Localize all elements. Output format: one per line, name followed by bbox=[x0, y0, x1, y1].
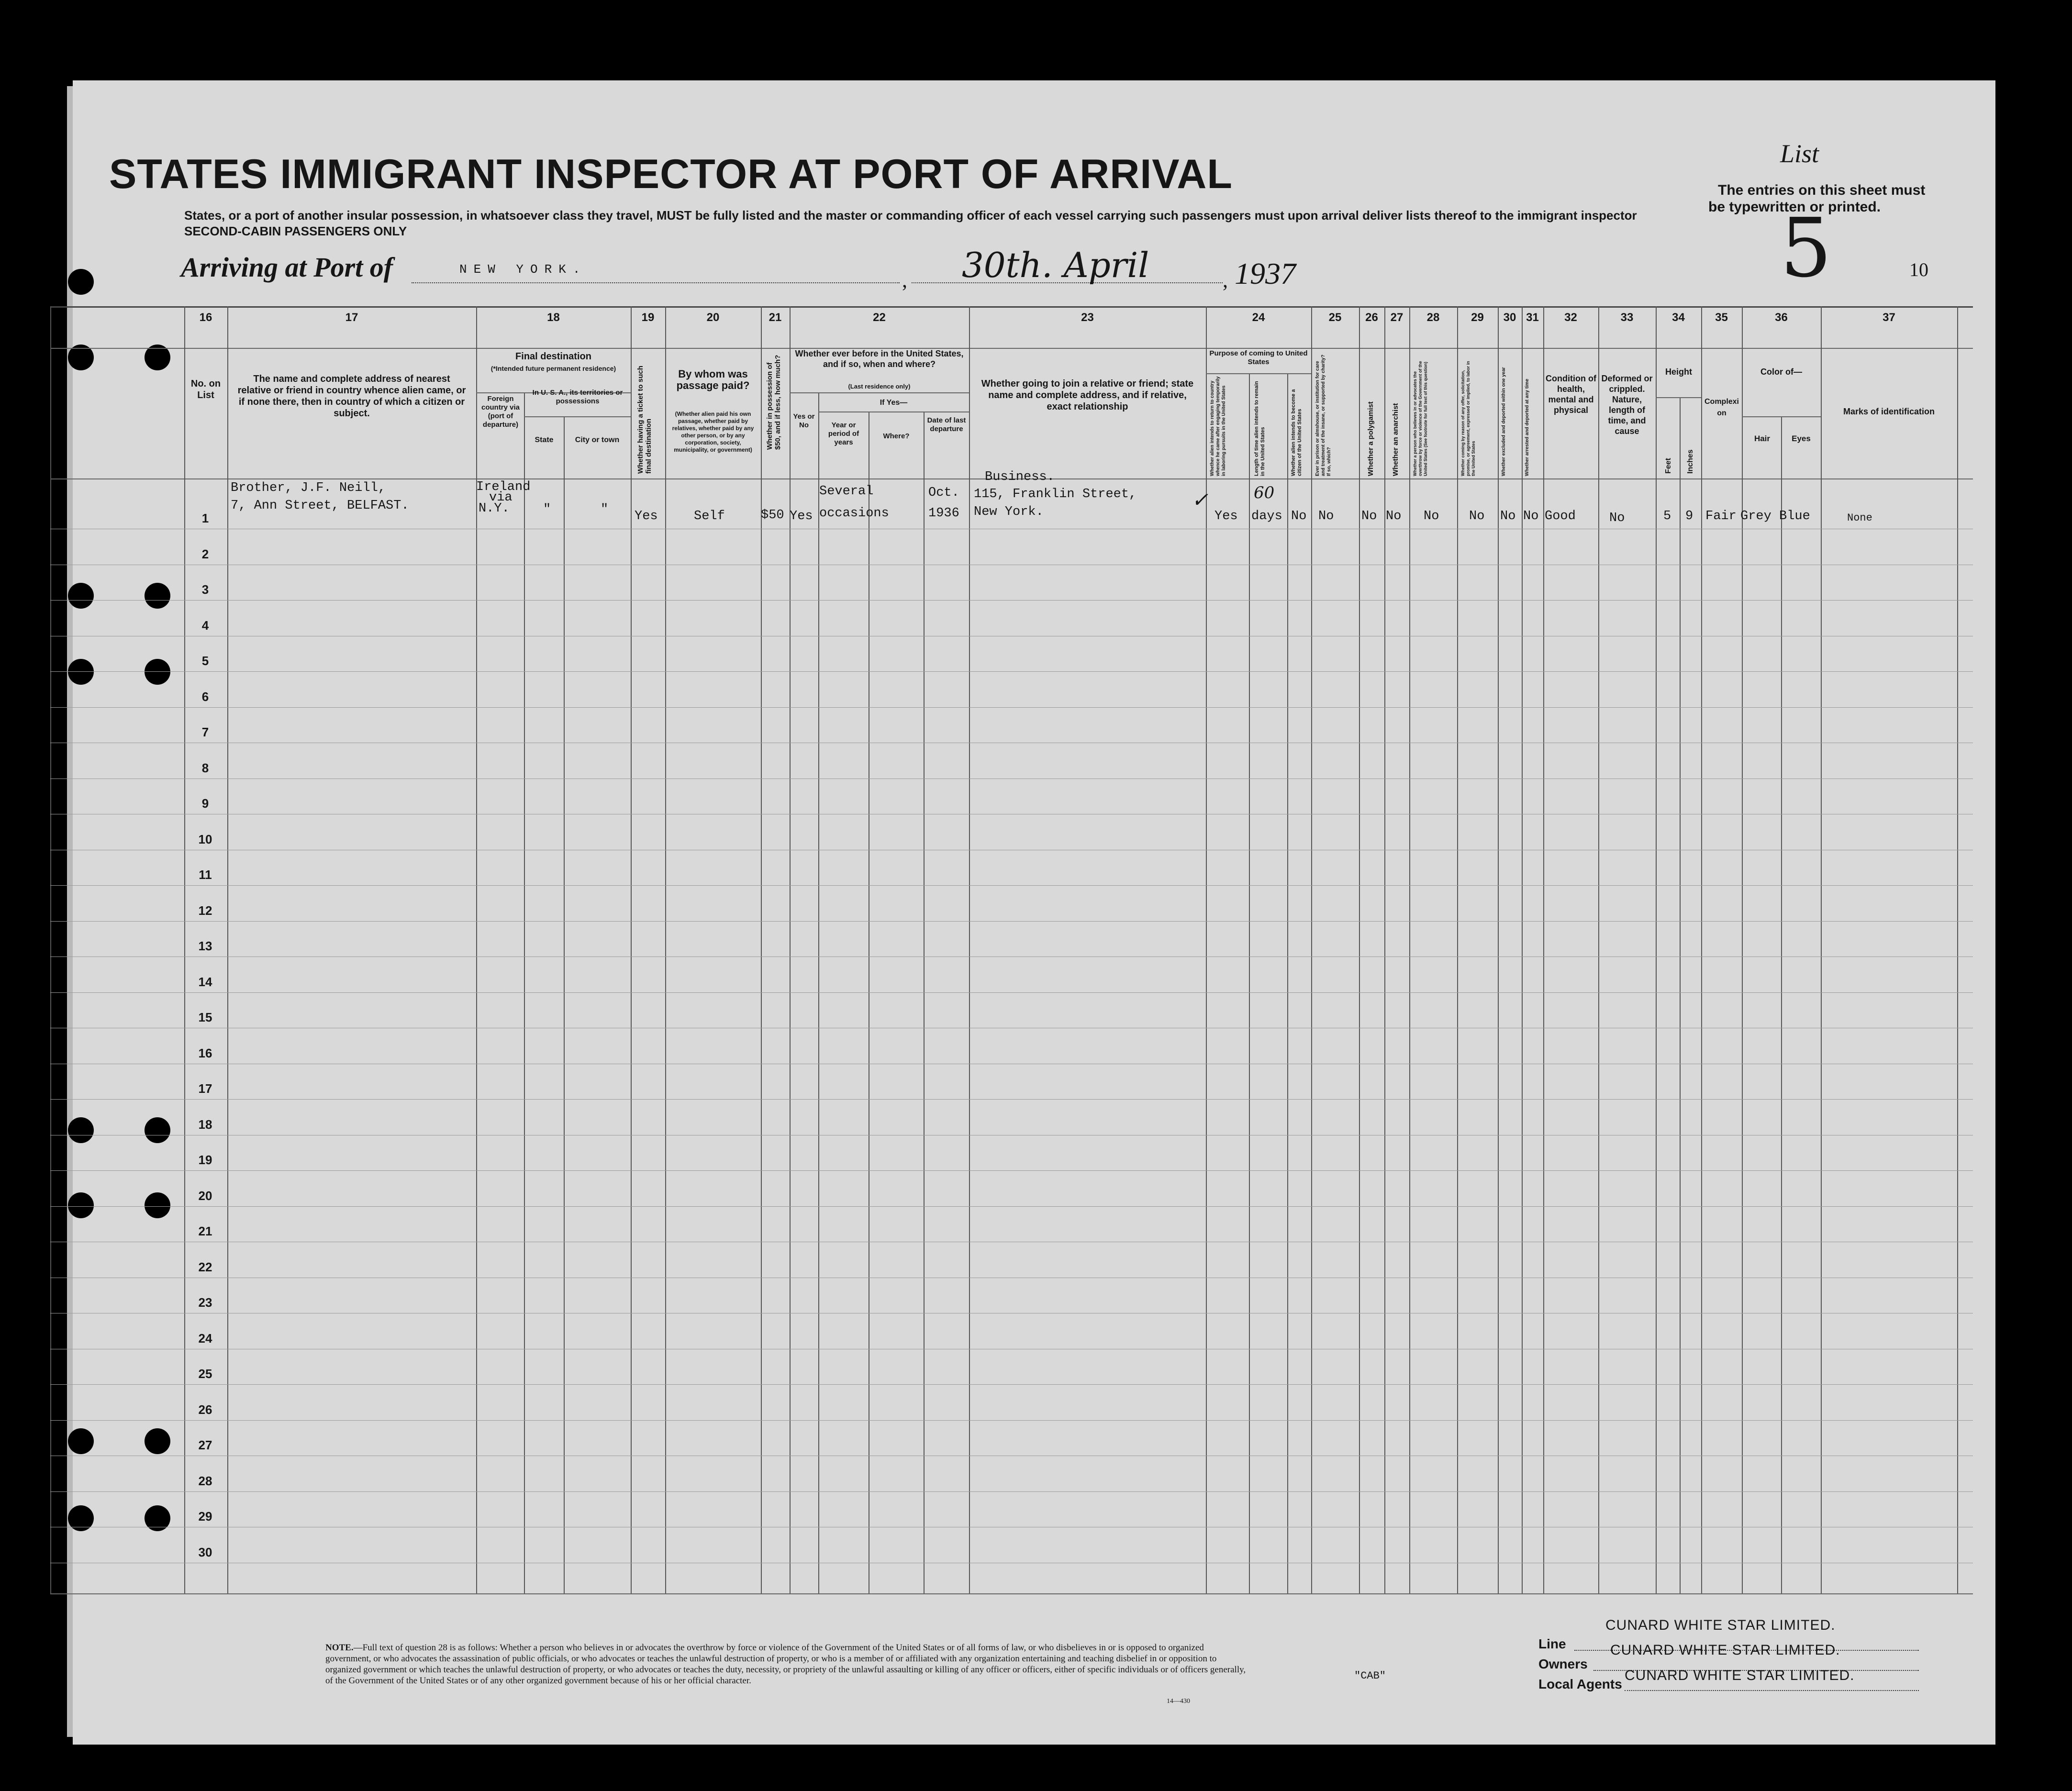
col-line bbox=[761, 306, 762, 1593]
entry-eyes: Blue bbox=[1779, 509, 1810, 523]
row-line bbox=[50, 600, 1973, 601]
col-line bbox=[50, 306, 51, 1593]
col-line bbox=[818, 392, 819, 1593]
col-number: 17 bbox=[345, 311, 358, 324]
col-header-citizen: Whether alien intends to become a citizen of the United States bbox=[1291, 389, 1303, 476]
row-number: 23 bbox=[198, 1295, 212, 1310]
table-bottom-border bbox=[50, 1593, 1973, 1594]
instructions-text: States, or a port of another insular possession, in whatsoever class they travel, MUST be fully listed and the master or commanding officer of each vessel carrying such passengers must upon arrival deliver lists thereof to the immigrant inspector bbox=[184, 208, 1637, 222]
row-line bbox=[50, 707, 1973, 708]
col-number: 31 bbox=[1526, 311, 1539, 324]
col-line bbox=[924, 412, 925, 1593]
entry-passage-paid: Self bbox=[694, 509, 725, 523]
entry-labor-offer: No bbox=[1469, 509, 1485, 523]
col-header-passage: By whom was passage paid? bbox=[676, 368, 750, 391]
col-header-state: State bbox=[535, 436, 554, 444]
col-header-polygamist: Whether a polygamist bbox=[1367, 401, 1375, 476]
row-number: 24 bbox=[198, 1331, 212, 1346]
row-number: 10 bbox=[198, 832, 212, 846]
entry-deformed: No bbox=[1609, 511, 1625, 525]
punch-hole bbox=[68, 583, 94, 609]
col-header-anarchist: Whether an anarchist bbox=[1392, 403, 1400, 476]
class-note: SECOND-CABIN PASSENGERS ONLY bbox=[184, 224, 407, 238]
entry-join: Business. bbox=[985, 470, 1055, 484]
row-line bbox=[50, 1170, 1973, 1171]
row-line bbox=[50, 885, 1973, 886]
entry-checkmark: ✓ bbox=[1192, 488, 1209, 512]
col-header-deported: Whether arrested and deported at any time bbox=[1525, 378, 1530, 476]
agents-underline bbox=[1625, 1690, 1919, 1691]
col-header-health: Condition of health, mental and physical bbox=[1546, 374, 1596, 415]
punch-hole bbox=[68, 1117, 94, 1143]
entry-prison: No bbox=[1318, 509, 1334, 523]
col-number: 22 bbox=[873, 311, 886, 324]
entry-polygamist: No bbox=[1361, 509, 1377, 523]
col-number: 27 bbox=[1390, 311, 1404, 324]
row-number: 3 bbox=[201, 582, 209, 597]
row-number: 2 bbox=[201, 547, 209, 561]
col-line bbox=[1522, 306, 1523, 1593]
row-line bbox=[50, 1420, 1973, 1421]
entry-hair: Grey bbox=[1740, 509, 1771, 523]
punch-hole bbox=[68, 1192, 94, 1218]
footnote-text: —Full text of question 28 is as follows: Whether a person who believes in or advocates the overthrow by force or violence of the Government of the United States or of all forms of law, or who disbelieves in or is opposed to organized government, or who advocates the assassination of public officials, or who advocates or teaches the unlawful destruction of property, or who is a member of or affiliated with any organization entertaining and teaching disbelief in or opposition to organized government or which teaches the unlawful destruction of property, or who advocates or teaches the duty, necessity, or propriety of the unlawful assaulting or killing of any officer or officers, either of specific individuals or of officers generally, of the Government of the United States or of any other organized government because of his or her official character. bbox=[325, 1643, 1246, 1686]
row-line bbox=[50, 1491, 1973, 1492]
header-rule bbox=[50, 348, 1973, 349]
row-number: 15 bbox=[198, 1010, 212, 1024]
entry-length-stay: days bbox=[1251, 509, 1282, 523]
col-line bbox=[1498, 306, 1499, 1593]
col-header-where: Where? bbox=[883, 432, 910, 440]
list-number: 5 bbox=[1780, 201, 1832, 296]
arriving-label: Arriving at Port of bbox=[181, 252, 393, 283]
comma: , bbox=[1223, 268, 1228, 292]
col-line bbox=[1656, 306, 1657, 1593]
sub-rule bbox=[1742, 416, 1821, 417]
row-number: 18 bbox=[198, 1117, 212, 1132]
entry-city: " bbox=[601, 502, 609, 517]
col-header-ifyes: If Yes— bbox=[880, 399, 908, 407]
row-line bbox=[50, 671, 1973, 672]
col-header-feet: Feet bbox=[1664, 458, 1672, 474]
row-number: 21 bbox=[198, 1224, 212, 1238]
punch-hole bbox=[68, 269, 94, 295]
col-header-color: Color of— bbox=[1760, 367, 1802, 377]
col-header-complexion: Complexion bbox=[1704, 398, 1739, 417]
col-line bbox=[969, 306, 970, 1593]
entry-excluded: No bbox=[1500, 509, 1516, 523]
col-number: 20 bbox=[706, 311, 720, 324]
col-header-usa: In U. S. A., its territories or possessions bbox=[532, 389, 623, 405]
form-number: 14—430 bbox=[1167, 1698, 1190, 1705]
punch-hole bbox=[68, 659, 94, 685]
row-number: 25 bbox=[198, 1367, 212, 1381]
entry-complexion: Fair bbox=[1705, 509, 1737, 523]
col-header-ever-before: Whether ever before in the United States, and if so, when and where? bbox=[795, 349, 964, 369]
company-name: CUNARD WHITE STAR LIMITED. bbox=[1605, 1617, 1836, 1633]
col-number: 21 bbox=[769, 311, 782, 324]
port-value: NEW YORK. bbox=[459, 262, 587, 277]
side-number: 10 bbox=[1909, 259, 1928, 280]
col-header-money: Whether in possession of $50, and if less, how much? bbox=[766, 355, 782, 450]
col-header-join: Whether going to join a relative or friend; state name and complete address, and if relative, exact relationship bbox=[981, 378, 1194, 412]
punch-hole bbox=[145, 583, 170, 609]
col-number: 28 bbox=[1426, 311, 1440, 324]
row-number: 27 bbox=[198, 1438, 212, 1452]
entry-return-intent: Yes bbox=[1214, 509, 1238, 523]
col-number: 33 bbox=[1620, 311, 1634, 324]
col-header-destination-sub: (*Intended future permanent residence) bbox=[490, 365, 616, 372]
line-label: Line bbox=[1538, 1636, 1566, 1651]
col-number: 30 bbox=[1503, 311, 1516, 324]
entry-money: $50 bbox=[761, 508, 784, 523]
row-line bbox=[50, 921, 1973, 922]
col-number: 24 bbox=[1252, 311, 1265, 324]
col-number: 32 bbox=[1564, 311, 1577, 324]
col-line bbox=[1287, 373, 1288, 1593]
col-line bbox=[1957, 306, 1958, 1593]
row-line bbox=[50, 1384, 1973, 1385]
col-header-hair: Hair bbox=[1754, 434, 1771, 443]
row-number: 6 bbox=[201, 690, 209, 704]
entry-length-stay-hand: 60 bbox=[1254, 483, 1275, 502]
col-line bbox=[1384, 306, 1385, 1593]
col-line bbox=[1311, 306, 1312, 1593]
row-number: 5 bbox=[201, 654, 209, 668]
col-line bbox=[524, 392, 525, 1593]
table-top-border bbox=[50, 306, 1973, 308]
punch-hole bbox=[145, 1192, 170, 1218]
col-header-overthrow: Whether a person who believes in or advocates the overthrow by force or violence of the Government of the United States (See footnote for full text of this question) bbox=[1413, 361, 1428, 476]
list-note: be typewritten or printed. bbox=[1708, 199, 1881, 215]
col-line bbox=[1781, 416, 1782, 1593]
col-line bbox=[1359, 306, 1360, 1593]
punch-hole bbox=[68, 1428, 94, 1454]
col-line bbox=[1701, 306, 1702, 1593]
entry-period-2: occasions bbox=[819, 506, 889, 521]
col-line bbox=[1543, 306, 1544, 1593]
sub-rule bbox=[1656, 397, 1701, 398]
entry-join-city: New York. bbox=[974, 505, 1044, 519]
col-line bbox=[631, 306, 632, 1593]
col-number: 29 bbox=[1471, 311, 1484, 324]
col-number: 34 bbox=[1672, 311, 1685, 324]
col-header-foreign: Foreign country via (port of departure) bbox=[481, 395, 520, 429]
entry-height-feet: 5 bbox=[1663, 509, 1671, 523]
entry-departure-month: Oct. bbox=[928, 486, 959, 500]
col-header-return-intent: Whether alien intends to return to country whence he came after engaging temporarily in laboring pursuits in the United States bbox=[1210, 376, 1226, 476]
col-header-excluded: Whether excluded and deported within one year bbox=[1501, 367, 1506, 476]
col-header-ticket: Whether having a ticket to such final destination bbox=[636, 366, 653, 474]
col-header-no: No. on List bbox=[190, 378, 221, 400]
sub-rule bbox=[790, 392, 969, 393]
col-header-relative: The name and complete address of nearest relative or friend in country whence alien came, or if none there, then in country of which a citizen or subject. bbox=[237, 374, 466, 419]
col-line bbox=[790, 306, 791, 1593]
col-number: 18 bbox=[547, 311, 560, 324]
row-number: 4 bbox=[201, 618, 209, 633]
col-header-city: City or town bbox=[575, 436, 620, 444]
col-header-eyes: Eyes bbox=[1792, 434, 1811, 443]
row-number: 11 bbox=[199, 868, 212, 882]
col-number: 23 bbox=[1081, 311, 1094, 324]
col-line bbox=[1409, 306, 1410, 1593]
row-line bbox=[50, 992, 1973, 993]
col-number: 35 bbox=[1715, 311, 1728, 324]
row-number: 13 bbox=[198, 939, 212, 953]
col-number: 37 bbox=[1883, 311, 1895, 324]
row-line bbox=[50, 1099, 1973, 1100]
punch-hole bbox=[145, 659, 170, 685]
row-number: 30 bbox=[198, 1545, 212, 1559]
punch-hole bbox=[145, 1117, 170, 1143]
col-line bbox=[564, 416, 565, 1593]
entry-overthrow: No bbox=[1424, 509, 1439, 523]
col-line bbox=[227, 306, 228, 1593]
footnote-head: NOTE. bbox=[325, 1643, 354, 1653]
row-number: 7 bbox=[201, 725, 209, 739]
entry-state: " bbox=[543, 502, 551, 517]
entry-via: via bbox=[489, 490, 512, 505]
col-header-inches: Inches bbox=[1686, 449, 1694, 474]
col-line bbox=[1821, 306, 1822, 1593]
col-line bbox=[1598, 306, 1599, 1593]
col-header-height: Height bbox=[1665, 367, 1692, 377]
col-line bbox=[476, 306, 477, 1593]
entry-ever-before: Yes bbox=[790, 509, 813, 523]
date-value: 30th. April bbox=[962, 245, 1149, 285]
sub-rule bbox=[1206, 373, 1311, 374]
row-number: 17 bbox=[198, 1081, 212, 1096]
col-line bbox=[1249, 373, 1250, 1593]
row-number: 29 bbox=[198, 1509, 212, 1524]
entry-marks: None bbox=[1847, 512, 1872, 524]
col-line bbox=[665, 306, 666, 1593]
col-header-labor-offer: Whether coming by reason of any offer, solicitation, promise, or agreement, expressed or implied, to labor in the United States bbox=[1460, 361, 1476, 476]
col-header-ever-before-sub: (Last residence only) bbox=[848, 383, 911, 390]
entry-citizen: No bbox=[1291, 509, 1307, 523]
col-line bbox=[1680, 397, 1681, 1593]
row-number: 9 bbox=[201, 796, 209, 811]
col-header-prison: Ever in prison or almshouse, or institution for care and treatment of the insane, or supported by charity? If so, which? bbox=[1315, 355, 1332, 476]
cab-mark: "CAB" bbox=[1354, 1670, 1386, 1682]
entry-anarchist: No bbox=[1386, 509, 1402, 523]
punch-hole bbox=[145, 1428, 170, 1454]
footnote bbox=[325, 1642, 1249, 1686]
col-header-departure: Date of last departure bbox=[927, 416, 966, 433]
row-line bbox=[50, 1206, 1973, 1207]
col-line bbox=[1742, 306, 1743, 1593]
list-note: The entries on this sheet must bbox=[1718, 182, 1926, 198]
col-line bbox=[1457, 306, 1458, 1593]
entry-foreign-country: Ireland bbox=[476, 480, 531, 494]
col-header-marks: Marks of identification bbox=[1843, 407, 1935, 416]
list-label: List bbox=[1780, 139, 1819, 168]
row-number: 22 bbox=[198, 1260, 212, 1274]
row-number: 8 bbox=[201, 761, 209, 775]
row-number: 12 bbox=[198, 903, 212, 918]
col-number: 19 bbox=[641, 311, 655, 324]
owners-label: Owners bbox=[1538, 1657, 1588, 1671]
row-number: 20 bbox=[198, 1189, 212, 1203]
entry-port-departure: N.Y. bbox=[479, 501, 510, 516]
col-header-purpose: Purpose of coming to United States bbox=[1209, 349, 1308, 366]
row-number: 28 bbox=[198, 1474, 212, 1488]
row-number: 26 bbox=[198, 1402, 212, 1417]
entry-deported: No bbox=[1523, 509, 1539, 523]
col-header-deformed: Deformed or crippled. Nature, length of time, and cause bbox=[1601, 374, 1653, 436]
year-value: 1937 bbox=[1235, 256, 1296, 290]
col-number: 26 bbox=[1365, 311, 1378, 324]
page-title: STATES IMMIGRANT INSPECTOR AT PORT OF ARRIVAL bbox=[109, 151, 1233, 197]
row-number: 14 bbox=[198, 975, 212, 989]
entry-ticket: Yes bbox=[635, 509, 658, 523]
agents-value: CUNARD WHITE STAR LIMITED. bbox=[1625, 1668, 1855, 1683]
entry-height-inches: 9 bbox=[1685, 509, 1693, 523]
port-underline bbox=[412, 282, 900, 283]
col-number: 36 bbox=[1775, 311, 1788, 324]
col-number: 16 bbox=[199, 311, 212, 324]
row-number: 19 bbox=[198, 1153, 212, 1167]
sub-rule bbox=[524, 416, 631, 417]
owners-value: CUNARD WHITE STAR LIMITED. bbox=[1610, 1642, 1840, 1658]
entry-relative: Brother, J.F. Neill, bbox=[231, 481, 386, 495]
row-number: 1 bbox=[201, 511, 209, 525]
col-line bbox=[184, 306, 185, 1593]
col-header-destination: Final destination bbox=[515, 351, 591, 362]
entry-departure-year: 1936 bbox=[928, 506, 959, 521]
entry-join-address: 115, Franklin Street, bbox=[974, 487, 1137, 501]
comma: , bbox=[902, 268, 907, 292]
col-header-passage-sub: (Whether alien paid his own passage, whether paid by relatives, whether paid by any other person, or by any corporation, society, municipality, or government) bbox=[672, 411, 754, 453]
row-number: 16 bbox=[198, 1046, 212, 1060]
agents-label: Local Agents bbox=[1538, 1677, 1622, 1691]
col-header-length-stay: Length of time alien intends to remain in the United States bbox=[1254, 381, 1266, 476]
manifest-sheet bbox=[73, 80, 1995, 1745]
entry-period: Several bbox=[819, 484, 874, 499]
entry-health: Good bbox=[1545, 509, 1576, 523]
col-header-yesno: Yes or No bbox=[793, 412, 815, 429]
col-header-year: Year or period of years bbox=[828, 421, 859, 446]
col-number: 25 bbox=[1328, 311, 1342, 324]
entry-relative-address: 7, Ann Street, BELFAST. bbox=[231, 499, 409, 513]
